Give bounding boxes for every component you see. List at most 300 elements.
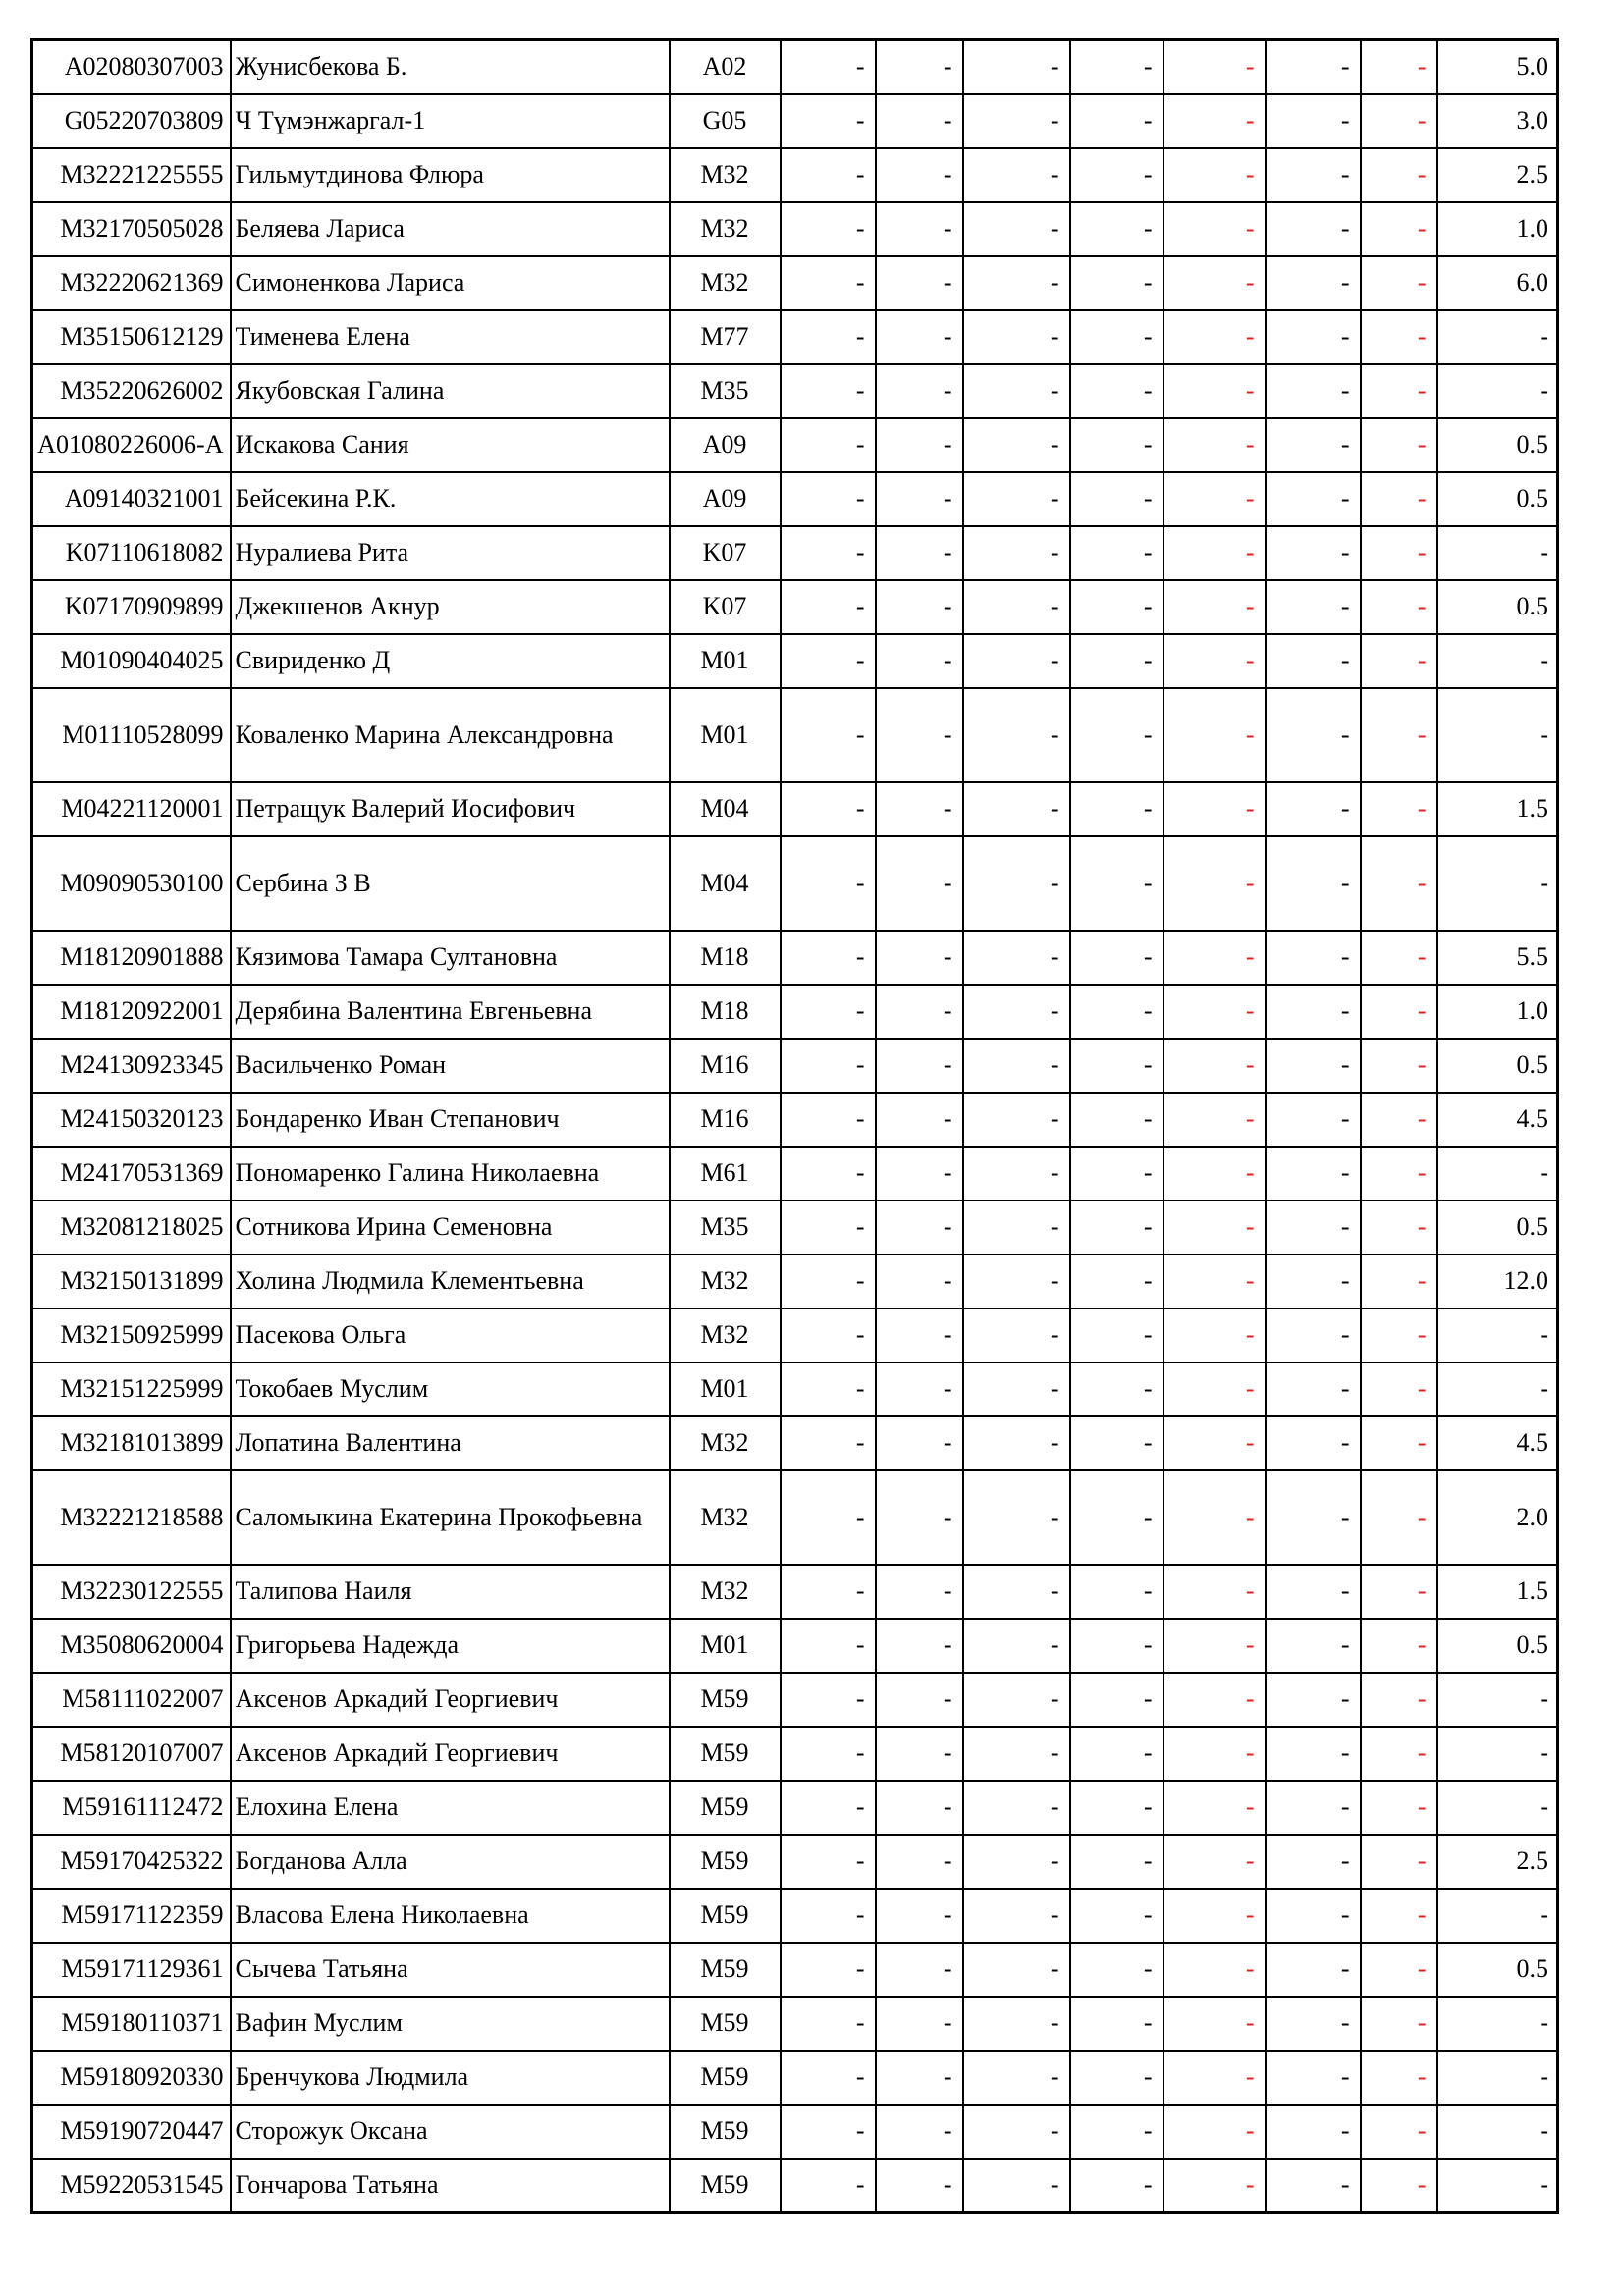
dash-cell: -: [1361, 1416, 1437, 1470]
value-cell: 1.0: [1437, 985, 1558, 1039]
dash-cell: -: [1070, 1943, 1164, 1997]
dash-cell: -: [876, 688, 963, 782]
dash-cell: -: [1070, 2051, 1164, 2105]
dash-cell: -: [1070, 472, 1164, 526]
value-cell: -: [1437, 688, 1558, 782]
region-code-cell: M32: [670, 202, 781, 256]
dash-cell: -: [963, 256, 1070, 310]
region-code-cell: A09: [670, 418, 781, 472]
region-code-cell: M59: [670, 1997, 781, 2051]
table-row: [32, 1727, 1558, 1781]
dash-cell: -: [1164, 688, 1266, 782]
dash-cell: -: [1266, 1255, 1361, 1308]
person-name-cell: Тименева Елена: [231, 310, 670, 364]
record-id-cell: M24130923345: [32, 1039, 231, 1093]
dash-cell: -: [1070, 1727, 1164, 1781]
region-code-cell: M59: [670, 2051, 781, 2105]
dash-cell: -: [1361, 580, 1437, 634]
dash-cell: -: [1266, 418, 1361, 472]
dash-cell: -: [1164, 1673, 1266, 1727]
dash-cell: -: [1266, 2105, 1361, 2159]
table-row: [32, 1943, 1558, 1997]
value-cell: 0.5: [1437, 1619, 1558, 1673]
dash-cell: -: [1070, 782, 1164, 836]
region-code-cell: M01: [670, 1619, 781, 1673]
record-id-cell: M35220626002: [32, 364, 231, 418]
dash-cell: -: [781, 1565, 876, 1619]
dash-cell: -: [1164, 40, 1266, 94]
record-id-cell: M59190720447: [32, 2105, 231, 2159]
dash-cell: -: [781, 1889, 876, 1943]
record-id-cell: M32181013899: [32, 1416, 231, 1470]
value-cell: 2.5: [1437, 148, 1558, 202]
dash-cell: -: [1164, 1093, 1266, 1147]
dash-cell: -: [1070, 1781, 1164, 1835]
dash-cell: -: [963, 310, 1070, 364]
table-row: [32, 1997, 1558, 2051]
record-id-cell: A09140321001: [32, 472, 231, 526]
dash-cell: -: [876, 526, 963, 580]
dash-cell: -: [1070, 256, 1164, 310]
dash-cell: -: [876, 931, 963, 985]
dash-cell: -: [963, 1889, 1070, 1943]
dash-cell: -: [781, 1673, 876, 1727]
dash-cell: -: [1164, 1835, 1266, 1889]
dash-cell: -: [781, 1147, 876, 1201]
value-cell: 0.5: [1437, 1039, 1558, 1093]
dash-cell: -: [781, 364, 876, 418]
dash-cell: -: [1070, 418, 1164, 472]
person-name-cell: Джекшенов Акнур: [231, 580, 670, 634]
dash-cell: -: [963, 1039, 1070, 1093]
dash-cell: -: [1361, 1255, 1437, 1308]
table-row: [32, 931, 1558, 985]
dash-cell: -: [963, 1470, 1070, 1565]
person-name-cell: Сербина З В: [231, 836, 670, 931]
dash-cell: -: [781, 472, 876, 526]
person-name-cell: Гончарова Татьяна: [231, 2159, 670, 2213]
dash-cell: -: [876, 1997, 963, 2051]
dash-cell: -: [963, 985, 1070, 1039]
dash-cell: -: [963, 1201, 1070, 1255]
dash-cell: -: [1266, 1997, 1361, 2051]
value-cell: -: [1437, 1147, 1558, 1201]
dash-cell: -: [1361, 634, 1437, 688]
dash-cell: -: [1266, 94, 1361, 148]
dash-cell: -: [876, 1889, 963, 1943]
region-code-cell: M59: [670, 1943, 781, 1997]
value-cell: -: [1437, 364, 1558, 418]
record-id-cell: M09090530100: [32, 836, 231, 931]
region-code-cell: A09: [670, 472, 781, 526]
region-code-cell: M18: [670, 931, 781, 985]
value-cell: -: [1437, 1889, 1558, 1943]
record-id-cell: M32221225555: [32, 148, 231, 202]
value-cell: 5.5: [1437, 931, 1558, 985]
dash-cell: -: [876, 1835, 963, 1889]
dash-cell: -: [1361, 1835, 1437, 1889]
record-id-cell: M32230122555: [32, 1565, 231, 1619]
value-cell: 12.0: [1437, 1255, 1558, 1308]
dash-cell: -: [1070, 688, 1164, 782]
dash-cell: -: [1266, 1147, 1361, 1201]
dash-cell: -: [1361, 1470, 1437, 1565]
dash-cell: -: [1070, 1255, 1164, 1308]
region-code-cell: M59: [670, 1781, 781, 1835]
record-id-cell: M59171129361: [32, 1943, 231, 1997]
value-cell: -: [1437, 1673, 1558, 1727]
dash-cell: -: [1070, 836, 1164, 931]
record-id-cell: M32150925999: [32, 1308, 231, 1362]
person-name-cell: Сотникова Ирина Семеновна: [231, 1201, 670, 1255]
dash-cell: -: [1266, 688, 1361, 782]
dash-cell: -: [1070, 1470, 1164, 1565]
dash-cell: -: [876, 1565, 963, 1619]
dash-cell: -: [781, 1039, 876, 1093]
dash-cell: -: [1266, 1565, 1361, 1619]
table-row: [32, 1255, 1558, 1308]
dash-cell: -: [1070, 1308, 1164, 1362]
person-name-cell: Якубовская Галина: [231, 364, 670, 418]
dash-cell: -: [1070, 1147, 1164, 1201]
dash-cell: -: [963, 472, 1070, 526]
region-code-cell: K07: [670, 526, 781, 580]
record-id-cell: M59180110371: [32, 1997, 231, 2051]
dash-cell: -: [876, 256, 963, 310]
value-cell: -: [1437, 2105, 1558, 2159]
dash-cell: -: [1070, 1201, 1164, 1255]
value-cell: -: [1437, 2051, 1558, 2105]
dash-cell: -: [1361, 310, 1437, 364]
table-row: [32, 310, 1558, 364]
dash-cell: -: [1164, 1255, 1266, 1308]
dash-cell: -: [963, 782, 1070, 836]
dash-cell: -: [963, 1093, 1070, 1147]
dash-cell: -: [1070, 1889, 1164, 1943]
value-cell: 0.5: [1437, 472, 1558, 526]
dash-cell: -: [1266, 1416, 1361, 1470]
dash-cell: -: [1164, 1416, 1266, 1470]
dash-cell: -: [781, 2159, 876, 2213]
dash-cell: -: [781, 148, 876, 202]
person-name-cell: Пономаренко Галина Николаевна: [231, 1147, 670, 1201]
table-row: [32, 985, 1558, 1039]
dash-cell: -: [781, 1201, 876, 1255]
value-cell: 0.5: [1437, 418, 1558, 472]
value-cell: 4.5: [1437, 1416, 1558, 1470]
dash-cell: -: [876, 2105, 963, 2159]
dash-cell: -: [1164, 985, 1266, 1039]
value-cell: -: [1437, 634, 1558, 688]
dash-cell: -: [963, 526, 1070, 580]
person-name-cell: Симоненкова Лариса: [231, 256, 670, 310]
dash-cell: -: [1266, 1673, 1361, 1727]
dash-cell: -: [963, 2159, 1070, 2213]
dash-cell: -: [1070, 580, 1164, 634]
dash-cell: -: [781, 2105, 876, 2159]
dash-cell: -: [963, 688, 1070, 782]
dash-cell: -: [963, 634, 1070, 688]
dash-cell: -: [876, 1039, 963, 1093]
value-cell: -: [1437, 1362, 1558, 1416]
region-code-cell: M01: [670, 634, 781, 688]
dash-cell: -: [876, 2051, 963, 2105]
dash-cell: -: [876, 782, 963, 836]
record-id-cell: M01090404025: [32, 634, 231, 688]
dash-cell: -: [781, 688, 876, 782]
dash-cell: -: [781, 1619, 876, 1673]
dash-cell: -: [1266, 1889, 1361, 1943]
person-name-cell: Васильченко Роман: [231, 1039, 670, 1093]
dash-cell: -: [1164, 1565, 1266, 1619]
record-id-cell: M58111022007: [32, 1673, 231, 1727]
value-cell: -: [1437, 1308, 1558, 1362]
record-id-cell: M32220621369: [32, 256, 231, 310]
dash-cell: -: [1164, 2159, 1266, 2213]
dash-cell: -: [1266, 985, 1361, 1039]
region-code-cell: M16: [670, 1093, 781, 1147]
table-row: [32, 836, 1558, 931]
dash-cell: -: [1361, 1889, 1437, 1943]
dash-cell: -: [876, 2159, 963, 2213]
dash-cell: -: [963, 364, 1070, 418]
dash-cell: -: [1361, 418, 1437, 472]
region-code-cell: M01: [670, 1362, 781, 1416]
record-id-cell: M32151225999: [32, 1362, 231, 1416]
record-id-cell: M32170505028: [32, 202, 231, 256]
person-name-cell: Саломыкина Екатерина Прокофьевна: [231, 1470, 670, 1565]
dash-cell: -: [1266, 2051, 1361, 2105]
dash-cell: -: [1266, 1308, 1361, 1362]
value-cell: -: [1437, 2159, 1558, 2213]
dash-cell: -: [876, 1201, 963, 1255]
person-name-cell: Дерябина Валентина Евгеньевна: [231, 985, 670, 1039]
dash-cell: -: [1266, 1362, 1361, 1416]
region-code-cell: M18: [670, 985, 781, 1039]
dash-cell: -: [1164, 836, 1266, 931]
dash-cell: -: [876, 985, 963, 1039]
dash-cell: -: [963, 1619, 1070, 1673]
dash-cell: -: [963, 1255, 1070, 1308]
value-cell: 3.0: [1437, 94, 1558, 148]
dash-cell: -: [1361, 688, 1437, 782]
dash-cell: -: [876, 1093, 963, 1147]
dash-cell: -: [876, 836, 963, 931]
table-row: [32, 2105, 1558, 2159]
dash-cell: -: [1266, 2159, 1361, 2213]
dash-cell: -: [1070, 202, 1164, 256]
dash-cell: -: [963, 40, 1070, 94]
table-row: [32, 202, 1558, 256]
person-name-cell: Лопатина Валентина: [231, 1416, 670, 1470]
region-code-cell: M32: [670, 148, 781, 202]
dash-cell: -: [963, 1147, 1070, 1201]
dash-cell: -: [1164, 634, 1266, 688]
record-id-cell: M35150612129: [32, 310, 231, 364]
dash-cell: -: [781, 418, 876, 472]
record-id-cell: G05220703809: [32, 94, 231, 148]
dash-cell: -: [1164, 1362, 1266, 1416]
person-name-cell: Ч Түмэнжаргал-1: [231, 94, 670, 148]
dash-cell: -: [1361, 1565, 1437, 1619]
dash-cell: -: [1070, 931, 1164, 985]
dash-cell: -: [876, 1362, 963, 1416]
dash-cell: -: [1164, 2051, 1266, 2105]
dash-cell: -: [1164, 1781, 1266, 1835]
region-code-cell: M59: [670, 1835, 781, 1889]
dash-cell: -: [1361, 836, 1437, 931]
dash-cell: -: [781, 256, 876, 310]
table-row: [32, 2051, 1558, 2105]
dash-cell: -: [1164, 526, 1266, 580]
table-row: [32, 94, 1558, 148]
dash-cell: -: [1070, 1416, 1164, 1470]
value-cell: 0.5: [1437, 580, 1558, 634]
dash-cell: -: [1164, 94, 1266, 148]
dash-cell: -: [781, 1781, 876, 1835]
dash-cell: -: [781, 1835, 876, 1889]
region-code-cell: M32: [670, 1308, 781, 1362]
dash-cell: -: [1164, 472, 1266, 526]
dash-cell: -: [1361, 256, 1437, 310]
table-row: [32, 1619, 1558, 1673]
value-cell: 4.5: [1437, 1093, 1558, 1147]
dash-cell: -: [876, 418, 963, 472]
dash-cell: -: [1070, 2105, 1164, 2159]
dash-cell: -: [1361, 931, 1437, 985]
region-code-cell: M32: [670, 1255, 781, 1308]
dash-cell: -: [876, 1943, 963, 1997]
region-code-cell: M35: [670, 1201, 781, 1255]
dash-cell: -: [1070, 364, 1164, 418]
dash-cell: -: [1164, 1201, 1266, 1255]
dash-cell: -: [1266, 634, 1361, 688]
dash-cell: -: [1164, 1997, 1266, 2051]
region-code-cell: M77: [670, 310, 781, 364]
table-row: [32, 148, 1558, 202]
dash-cell: -: [1070, 526, 1164, 580]
dash-cell: -: [1070, 2159, 1164, 2213]
dash-cell: -: [963, 931, 1070, 985]
dash-cell: -: [781, 40, 876, 94]
dash-cell: -: [1070, 1039, 1164, 1093]
dash-cell: -: [876, 472, 963, 526]
value-cell: -: [1437, 526, 1558, 580]
dash-cell: -: [781, 1255, 876, 1308]
dash-cell: -: [963, 1943, 1070, 1997]
dash-cell: -: [1266, 526, 1361, 580]
dash-cell: -: [876, 202, 963, 256]
dash-cell: -: [1361, 94, 1437, 148]
dash-cell: -: [1266, 310, 1361, 364]
dash-cell: -: [1164, 256, 1266, 310]
person-name-cell: Холина Людмила Клементьевна: [231, 1255, 670, 1308]
dash-cell: -: [876, 1308, 963, 1362]
person-name-cell: Кязимова Тамара Султановна: [231, 931, 670, 985]
value-cell: 2.0: [1437, 1470, 1558, 1565]
dash-cell: -: [781, 2051, 876, 2105]
dash-cell: -: [781, 526, 876, 580]
dash-cell: -: [1070, 40, 1164, 94]
dash-cell: -: [781, 1727, 876, 1781]
dash-cell: -: [1361, 1308, 1437, 1362]
region-code-cell: M35: [670, 364, 781, 418]
person-name-cell: Сычева Татьяна: [231, 1943, 670, 1997]
table-row: [32, 40, 1558, 94]
dash-cell: -: [1070, 94, 1164, 148]
dash-cell: -: [876, 634, 963, 688]
value-cell: -: [1437, 1727, 1558, 1781]
dash-cell: -: [1164, 364, 1266, 418]
value-cell: 0.5: [1437, 1943, 1558, 1997]
region-code-cell: K07: [670, 580, 781, 634]
dash-cell: -: [1164, 1943, 1266, 1997]
person-name-cell: Аксенов Аркадий Георгиевич: [231, 1673, 670, 1727]
dash-cell: -: [1266, 1943, 1361, 1997]
table-row: [32, 1673, 1558, 1727]
dash-cell: -: [1266, 364, 1361, 418]
dash-cell: -: [781, 94, 876, 148]
dash-cell: -: [1164, 580, 1266, 634]
region-code-cell: M59: [670, 1727, 781, 1781]
dash-cell: -: [1361, 364, 1437, 418]
record-id-cell: M01110528099: [32, 688, 231, 782]
dash-cell: -: [1266, 1201, 1361, 1255]
dash-cell: -: [963, 580, 1070, 634]
person-name-cell: Гильмутдинова Флюра: [231, 148, 670, 202]
table-row: [32, 1093, 1558, 1147]
value-cell: -: [1437, 1997, 1558, 2051]
region-code-cell: G05: [670, 94, 781, 148]
dash-cell: -: [876, 148, 963, 202]
dash-cell: -: [1361, 782, 1437, 836]
record-id-cell: M24170531369: [32, 1147, 231, 1201]
dash-cell: -: [1361, 40, 1437, 94]
record-id-cell: M32081218025: [32, 1201, 231, 1255]
dash-cell: -: [1164, 148, 1266, 202]
record-id-cell: M32150131899: [32, 1255, 231, 1308]
dash-cell: -: [1070, 634, 1164, 688]
dash-cell: -: [1266, 836, 1361, 931]
value-cell: -: [1437, 310, 1558, 364]
person-name-cell: Аксенов Аркадий Георгиевич: [231, 1727, 670, 1781]
person-name-cell: Свириденко Д: [231, 634, 670, 688]
person-name-cell: Искакова Сания: [231, 418, 670, 472]
dash-cell: -: [781, 782, 876, 836]
region-code-cell: M59: [670, 2159, 781, 2213]
region-code-cell: M59: [670, 2105, 781, 2159]
dash-cell: -: [1266, 202, 1361, 256]
dash-cell: -: [876, 310, 963, 364]
record-id-cell: M18120901888: [32, 931, 231, 985]
dash-cell: -: [963, 1673, 1070, 1727]
dash-cell: -: [781, 202, 876, 256]
dash-cell: -: [876, 1781, 963, 1835]
person-name-cell: Бондаренко Иван Степанович: [231, 1093, 670, 1147]
dash-cell: -: [781, 1308, 876, 1362]
dash-cell: -: [876, 1255, 963, 1308]
dash-cell: -: [963, 2105, 1070, 2159]
record-id-cell: M35080620004: [32, 1619, 231, 1673]
region-code-cell: A02: [670, 40, 781, 94]
dash-cell: -: [1361, 1362, 1437, 1416]
dash-cell: -: [1361, 1039, 1437, 1093]
dash-cell: -: [1164, 1470, 1266, 1565]
table-row: [32, 1416, 1558, 1470]
table-row: [32, 1362, 1558, 1416]
dash-cell: -: [1070, 1362, 1164, 1416]
table-row: [32, 634, 1558, 688]
